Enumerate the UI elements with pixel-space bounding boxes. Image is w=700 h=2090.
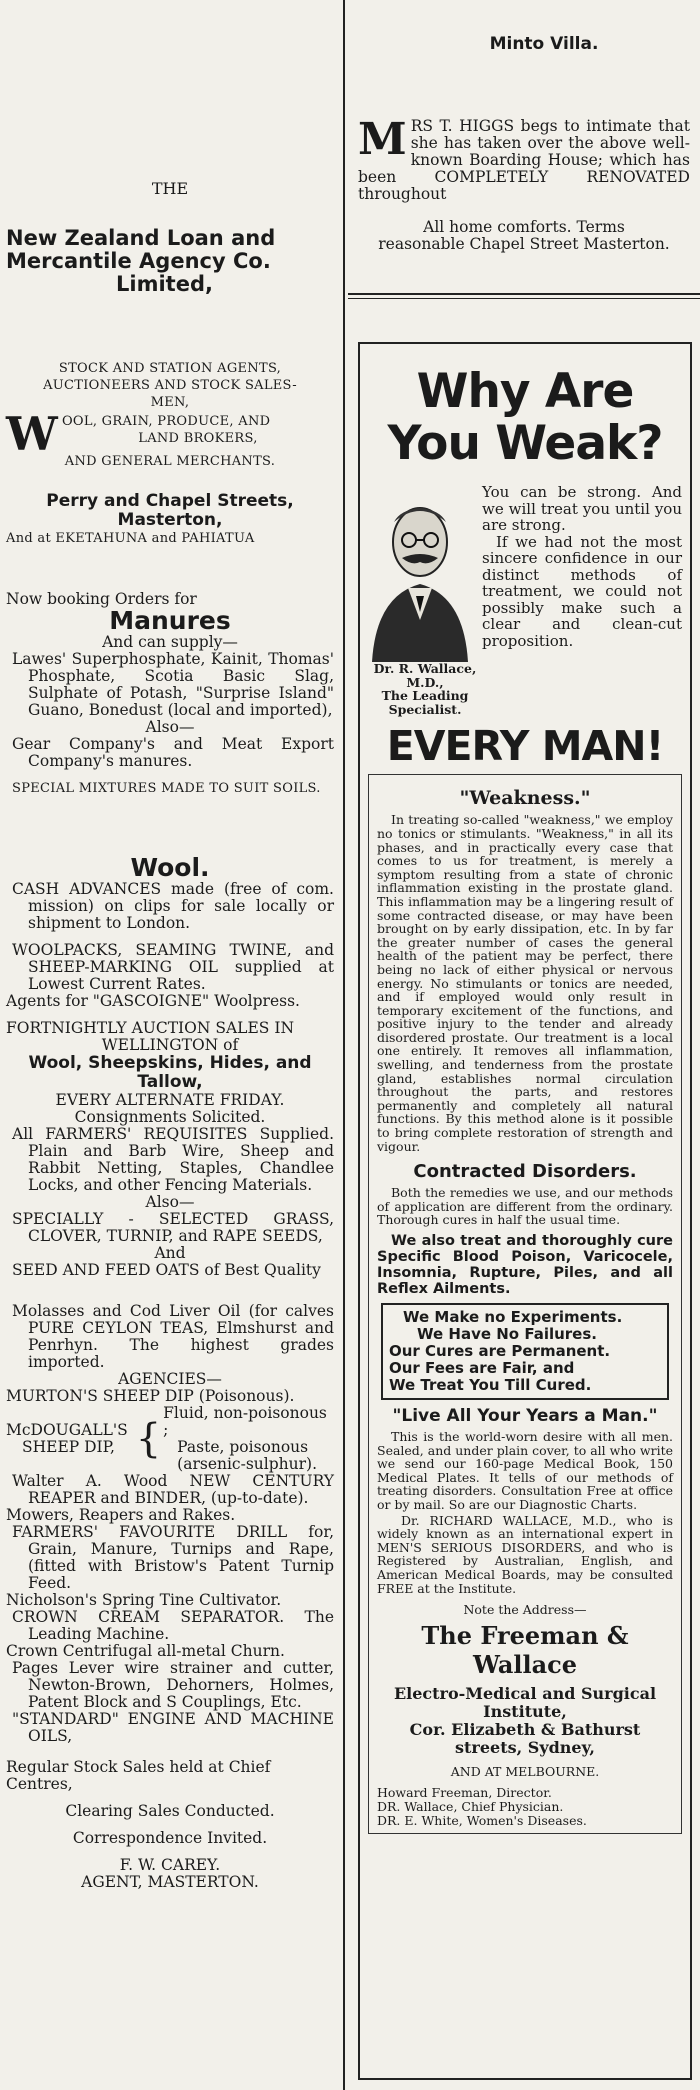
portrait-block	[360, 484, 690, 716]
guarantee-line: We Treat You Till Cured.	[389, 1376, 592, 1394]
dip-line: Paste, poisonous	[177, 1438, 309, 1456]
rule	[348, 293, 700, 299]
agents-block	[6, 360, 334, 411]
contracted-title: Contracted Disorders.	[413, 1161, 637, 1183]
alternate-friday: EVERY ALTERNATE FRIDAY.	[55, 1091, 285, 1109]
staff-line: DR. E. White, Women's Diseases.	[377, 1812, 587, 1828]
caption-line: The Leading Specialist.	[381, 688, 469, 717]
left-column	[0, 0, 340, 2090]
note-address: Note the Address—	[463, 1602, 587, 1618]
and-line: And	[154, 1244, 186, 1262]
streets-line: Perry and Chapel Streets,	[46, 491, 294, 511]
mcdougall-line: SHEEP DIP,	[22, 1438, 115, 1456]
guarantee-line: We Have No Failures.	[417, 1325, 597, 1343]
correspondence: Correspondence Invited.	[72, 1829, 268, 1847]
mcdougall-line: McDOUGALL'S	[6, 1421, 128, 1439]
staff-line: Howard Freeman, Director.	[377, 1785, 552, 1801]
weakness-text: In treating so-called "weakness," we employ no tonics or stimulants. "Weakness," in all its phases, and in practically every case that comes to us for treatment, is merely a symptom resulting from a state of chronic inflammation existing in the prostate gland. This inflammation may be a lingering result of some contracted disease, or may have been brought on by early dissipation, etc. In by far the greater number of cases the general health of the patient may be perfect, there being no lack of either physical or nervous energy. No stimulants or tonics are needed, and if employed would only result in temporary excitement of the functions, and positive injury to the tender and already disordered prostate. Our treatment is a local one entirely. It removes all inflammation, swelling, and tenderness from the prostate gland, establishes normal circulation throughout the parts, and restores permanently and completely all natural functions. By this method alone is it possible to bring complete restoration of strength and vigour.	[377, 812, 673, 1154]
villa-terms: All home comforts. Terms reasonable Chapel Street Masterton.	[378, 218, 670, 253]
caption-line: Dr. R. Wallace, M.D.,	[373, 661, 477, 690]
agencies: AGENCIES—	[118, 1370, 222, 1388]
why-line: You Weak?	[387, 416, 663, 471]
column-rule	[343, 0, 345, 2090]
why-line: Why Are	[416, 364, 634, 419]
right-column	[348, 0, 700, 2090]
walter-wood: Walter A. Wood NEW CENTURY REAPER and BINDER, (up-to-date).	[12, 1472, 334, 1507]
fortnightly	[6, 1020, 334, 1054]
wool-heading: Wool.	[130, 853, 210, 882]
company-name	[6, 227, 340, 296]
dip-line: (arsenic-sulphur).	[177, 1455, 318, 1473]
booking-line: Now booking Orders for	[6, 590, 197, 608]
drop-cap: W	[6, 407, 58, 461]
brace-icon: {	[135, 1416, 162, 1462]
staff-list	[377, 1786, 673, 1827]
mowers: Mowers, Reapers and Rakes.	[6, 1506, 236, 1524]
guarantee-line: We Make no Experiments.	[403, 1308, 623, 1326]
contracted-text: Both the remedies we use, and our methods of application are different from the ordinary. Thorough cures in half the usual time.	[377, 1185, 673, 1228]
standard-oils: "STANDARD" ENGINE AND MACHINE OILS,	[12, 1710, 334, 1745]
fortnightly-line: FORTNIGHTLY AUCTION SALES IN	[6, 1019, 295, 1037]
wallace-advert	[358, 342, 692, 2080]
weakness-title: "Weakness."	[459, 787, 591, 810]
carey-name: F. W. CAREY.	[119, 1856, 221, 1874]
strong-paragraph: You can be strong. And we will treat you until you are strong.	[482, 483, 682, 534]
live-text: This is the world-worn desire with all men. Sealed, and under plain cover, to all who write we send our 160-page Medical Book, 150 Medical Plates. It tells of our methods of treating disorders. Consultation Free at office or by mail. So are our Diagnostic Charts.	[377, 1429, 673, 1512]
pages-lever: Pages Lever wire strainer and cutter, Newton-Brown, Dehorners, Holmes, Patent Block and S Couplings, Etc.	[12, 1659, 334, 1711]
agent-line: AGENT, MASTERTON.	[81, 1873, 259, 1891]
branches-line: And at EKETAHUNA and PAHIATUA	[6, 531, 255, 546]
agents-line: STOCK AND STATION AGENTS,	[58, 361, 282, 376]
guarantee-line: Our Fees are Fair, and	[389, 1359, 575, 1377]
institute-name: Electro-Medical and Surgical Institute,	[393, 1683, 657, 1721]
mcdougall-name	[6, 1422, 134, 1456]
villa-title: Minto Villa.	[489, 34, 599, 54]
gascoigne: Agents for "GASCOIGNE" Woolpress.	[6, 992, 300, 1010]
seeds: SPECIALLY - SELECTED GRASS, CLOVER, TURNIP, and RAPE SEEDS,	[12, 1210, 334, 1245]
institute-address: Cor. Elizabeth & Bathurst streets, Sydney,	[409, 1719, 641, 1757]
agents-line: MEN,	[150, 395, 190, 410]
also-line: Also—	[145, 1193, 195, 1211]
wool-hides-heading: Wool, Sheepskins, Hides, and Tallow,	[28, 1053, 312, 1092]
dip-line: Fluid, non-poisonous ;	[163, 1404, 327, 1439]
richard-text: Dr. RICHARD WALLACE, M.D., who is widely known as an international expert in MEN'S SERIOUS DISORDERS, and who is Registered by Australian, English, and American Medical Boards, may be consulted FREE at the Institute.	[377, 1512, 673, 1596]
fortnightly-line: WELLINGTON of	[101, 1036, 239, 1054]
wool-block	[6, 407, 334, 461]
freeman-wallace: The Freeman & Wallace	[421, 1620, 629, 1679]
nicholson: Nicholson's Spring Tine Cultivator.	[6, 1591, 282, 1609]
supply-line: And can supply—	[102, 633, 238, 651]
company-line: New Zealand Loan and	[6, 226, 276, 250]
dip-kinds	[163, 1405, 334, 1473]
mcdougall	[6, 1405, 334, 1473]
oats: SEED AND FEED OATS of Best Quality	[12, 1261, 321, 1279]
wool-line: LAND BROKERS,	[138, 431, 258, 446]
clearing-sales: Clearing Sales Conducted.	[65, 1802, 275, 1820]
villa-text: RS T. HIGGS begs to intimate that she has taken over the above well-known Boarding House; which has been COMPLETELY RENOVATED throughout	[358, 117, 690, 203]
requisites: All FARMERS' REQUISITES Supplied. Plain and Barb Wire, Sheep and Rabbit Netting, Staples, Chandlee Locks, and other Fencing Materials.	[12, 1125, 334, 1194]
drop-cap: M	[358, 114, 407, 165]
crown-separator: CROWN CREAM SEPARATOR. The Leading Machine.	[12, 1608, 334, 1643]
portrait-caption	[360, 658, 490, 716]
company-line: Limited,	[116, 272, 213, 296]
guarantee-line: Our Cures are Permanent.	[389, 1342, 611, 1360]
advert-body	[368, 774, 682, 1834]
manures-text: Lawes' Superphosphate, Kainit, Thomas' Phosphate, Scotia Basic Slag, Sulphate of Potash, "Surprise Island" Guano, Bonedust (local and imported),	[12, 650, 334, 719]
also-line: Also—	[145, 718, 195, 736]
wool-line: OOL, GRAIN, PRODUCE, AND	[61, 414, 271, 429]
agents-line: AUCTIONEERS AND STOCK SALES-	[43, 378, 297, 393]
murton: MURTON'S SHEEP DIP (Poisonous).	[6, 1387, 295, 1405]
why-headline	[360, 366, 690, 470]
merchants-line: AND GENERAL MERCHANTS.	[64, 454, 276, 469]
woolpacks: WOOLPACKS, SEAMING TWINE, and SHEEP-MARKING OIL supplied at Lowest Current Rates.	[12, 941, 334, 993]
staff-line: DR. Wallace, Chief Physician.	[377, 1798, 564, 1814]
company-line: Mercantile Agency Co.	[6, 249, 271, 273]
melbourne-line: AND AT MELBOURNE.	[450, 1763, 600, 1779]
gear-text: Gear Company's and Meat Export Company's manures.	[12, 735, 334, 770]
blood-text: We also treat and thoroughly cure Specific Blood Poison, Varicocele, Insomnia, Rupture, Piles, and all Reflex Ailments.	[377, 1233, 673, 1297]
manures-heading: Manures	[109, 606, 231, 635]
live-title: "Live All Your Years a Man."	[392, 1406, 658, 1426]
special-mixtures: SPECIAL MIXTURES MADE TO SUIT SOILS.	[12, 781, 321, 796]
villa-notice	[358, 114, 690, 203]
regular-sales: Regular Stock Sales held at Chief Centres,	[6, 1758, 271, 1793]
consignments: Consignments Solicited.	[74, 1108, 266, 1126]
confidence-paragraph: If we had not the most sincere confidence in our distinct methods of treatment, we could not possibly make such a clear and clean-cut proposition.	[482, 532, 682, 650]
guarantee-box	[381, 1303, 669, 1400]
drill: FARMERS' FAVOURITE DRILL for, Grain, Manure, Turnips and Rape, (fitted with Bristow's Patent Turnip Feed.	[12, 1523, 334, 1592]
molasses: Molasses and Cod Liver Oil (for calves PURE CEYLON TEAS, Elmshurst and Penrhyn. The highest grades imported.	[12, 1302, 334, 1371]
churn: Crown Centrifugal all-metal Churn.	[6, 1642, 285, 1660]
cash-advances: CASH ADVANCES made (free of com. mission) on clips for sale locally or shipment to London.	[12, 880, 334, 932]
the-label: THE	[151, 179, 189, 198]
doctor-portrait-icon	[364, 492, 476, 662]
town-line: Masterton,	[117, 510, 223, 530]
every-man-headline: EVERY MAN!	[386, 722, 664, 771]
